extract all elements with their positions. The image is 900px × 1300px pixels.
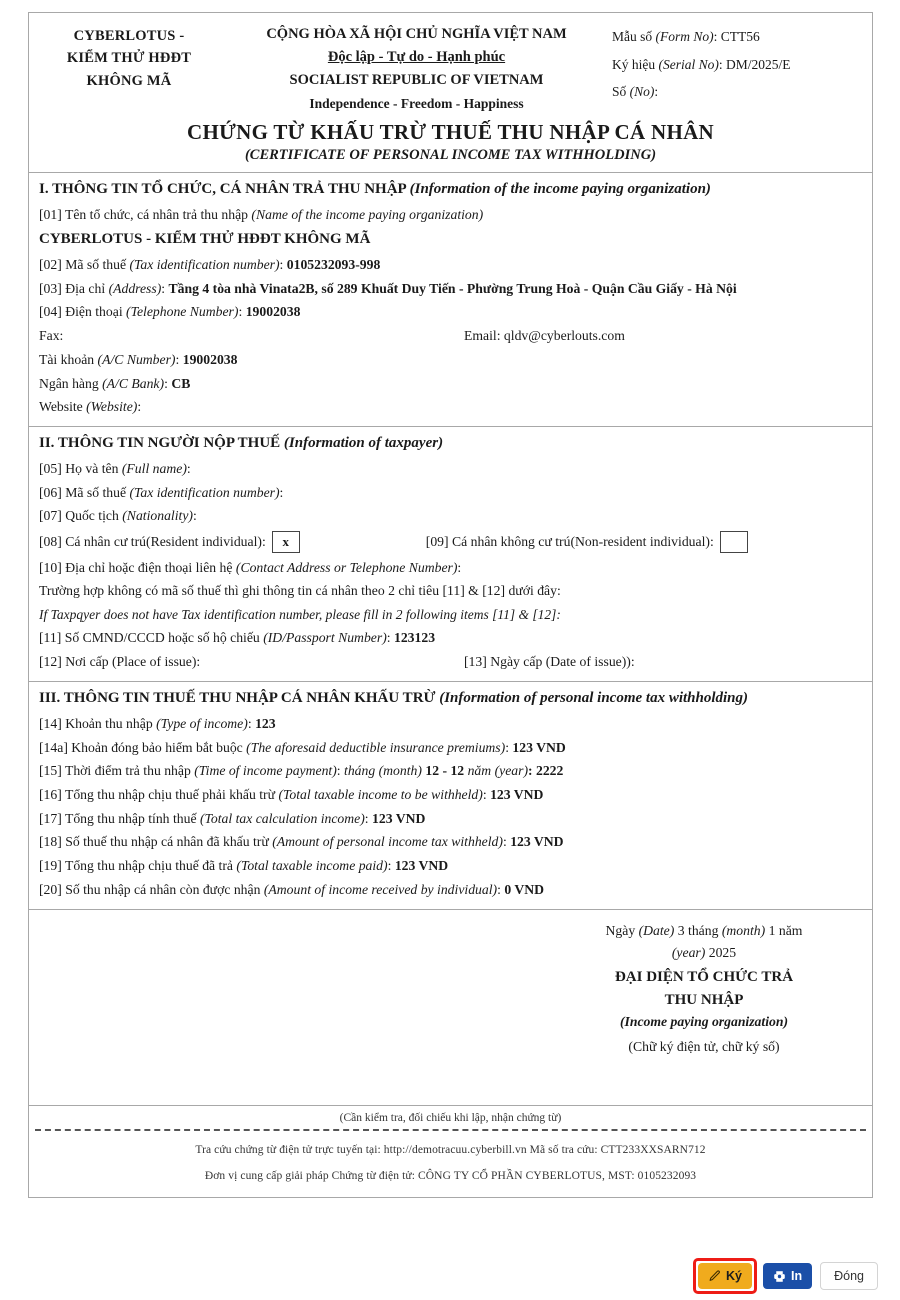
signer-org-en: (Income paying organization) (619, 1014, 789, 1030)
section-2-band (29, 427, 872, 682)
field-07-row (39, 504, 862, 528)
section-3-heading (39, 688, 862, 709)
field-12-row (39, 650, 464, 674)
field-02-row (39, 253, 862, 277)
field-13-label-en: (Date of issue) (545, 654, 627, 670)
field-17-label-en: (Total tax calculation income) (199, 810, 365, 826)
field-17-label-vi: [17] Tổng thu nhập tính thuế (39, 810, 200, 826)
document-number-row (612, 78, 872, 106)
document-title-block (29, 118, 872, 172)
field-07-label-vi: [07] Quốc tịch (39, 508, 123, 524)
account-value: 19002038 (182, 351, 238, 367)
field-14a-row (39, 736, 862, 760)
field-14-row (39, 712, 862, 736)
issuer-name-line-3: KHÔNG MÃ (86, 72, 172, 89)
account-label-vi: Tài khoản (39, 351, 98, 367)
account-number-row (39, 348, 862, 372)
fax-label: Fax: (39, 328, 64, 344)
section-1-heading-vi: I. THÔNG TIN TỔ CHỨC, CÁ NHÂN TRẢ THU NHẬP (39, 181, 410, 198)
national-motto-vi: Độc lập - Tự do - Hạnh phúc (327, 49, 506, 66)
field-15-month-label: tháng (month) (344, 763, 422, 779)
form-number-label-vi: Mẫu số (612, 29, 656, 44)
field-03-row (39, 277, 862, 301)
field-16-row (39, 783, 862, 807)
field-14-label-vi: [14] Khoản thu nhập (39, 715, 157, 731)
field-09-label-en: (Non-resident individual) (570, 534, 710, 550)
field-02-label-en: (Tax identification number) (129, 256, 280, 272)
field-11-value: 123123 (393, 630, 436, 646)
form-number-row (612, 23, 872, 51)
field-14-sep: : (247, 715, 256, 731)
section-2-heading (39, 433, 862, 454)
field-16-label-vi: [16] Tổng thu nhập chịu thuế phải khấu trừ (39, 786, 279, 802)
field-15-year-value: : 2222 (528, 763, 564, 779)
field-10-row (39, 556, 862, 580)
field-17-value: 123 VND (372, 810, 426, 826)
field-11-row (39, 626, 862, 650)
field-07-sep: : (192, 508, 197, 524)
date-month-value: 1 năm (765, 922, 803, 938)
bank-label-vi: Ngân hàng (39, 375, 103, 391)
field-04-row (39, 300, 862, 324)
field-02-sep: : (279, 256, 287, 272)
field-14-label-en: (Type of income) (156, 715, 248, 731)
form-number-value: : CTT56 (713, 29, 760, 44)
section-1-heading-en: (Information of the income paying organization) (409, 181, 711, 198)
field-09-label-vi: [09] Cá nhân không cư trú (425, 534, 571, 550)
field-18-value: 123 VND (510, 834, 564, 850)
national-heading-en: SOCIALIST REPUBLIC OF VIETNAM (289, 72, 544, 89)
issue-place-date-row (39, 650, 862, 674)
field-03-sep: : (161, 280, 169, 296)
printer-icon (773, 1270, 786, 1283)
field-16-label-en: (Total taxable income to be withheld) (278, 786, 483, 802)
field-20-sep: : (497, 881, 505, 897)
signature-date-line (554, 920, 854, 942)
field-01-value: CYBERLOTUS - KIỂM THỬ HĐĐT KHÔNG MÃ (39, 231, 371, 248)
field-05-label-en: (Full name) (121, 460, 187, 476)
field-13-row (464, 650, 862, 674)
date-year-value: 2025 (705, 944, 737, 960)
field-11-sep: : (386, 630, 394, 646)
field-03-label-en: (Address) (108, 280, 162, 296)
dashed-divider (35, 1129, 866, 1131)
section-1-heading (39, 179, 862, 200)
field-15-year-label: năm (year) (467, 763, 529, 779)
date-day-value: 3 tháng (674, 922, 722, 938)
document-number-label-en: (No) (629, 84, 655, 100)
field-10-label-vi: [10] Địa chỉ hoặc điện thoại liên hệ (39, 559, 236, 575)
account-sep: : (175, 351, 183, 367)
field-18-label-vi: [18] Số thuế thu nhập cá nhân đã khấu trừ (39, 834, 273, 850)
field-20-label-en: (Amount of income received by individual) (263, 881, 498, 897)
national-heading-vi: CỘNG HÒA XÃ HỘI CHỦ NGHĨA VIỆT NAM (266, 26, 567, 42)
field-14-value: 123 (255, 715, 276, 731)
sign-button-highlight (693, 1258, 757, 1294)
action-toolbar (0, 1252, 900, 1300)
page-subtitle: (CERTIFICATE OF PERSONAL INCOME TAX WITHHOLDING) (244, 147, 657, 164)
field-16-value: 123 VND (490, 786, 544, 802)
fax-email-row (39, 324, 862, 348)
field-06-row (39, 481, 862, 505)
page-title: CHỨNG TỪ KHẤU TRỪ THUẾ THU NHẬP CÁ NHÂN (186, 120, 715, 145)
sign-button-label: Ký (726, 1269, 742, 1283)
no-tin-note-en: If Taxpqyer does not have Tax identification number, please fill in 2 following items [11] & [12]: (39, 607, 561, 623)
pencil-icon (708, 1270, 721, 1283)
issuer-name-line-2: KIỂM THỬ HĐĐT (66, 50, 192, 67)
field-20-label-vi: [20] Số thu nhập cá nhân còn được nhận (39, 881, 264, 897)
field-18-sep: : (502, 834, 511, 850)
national-heading-block (229, 23, 604, 114)
document-number-value: : (654, 84, 659, 100)
section-3-band (29, 682, 872, 910)
provider-info: Đơn vị cung cấp giải pháp Chứng từ điện tử: CÔNG TY CỔ PHẦN CYBERLOTUS, MST: 0105232093 (204, 1169, 697, 1182)
sign-button[interactable] (698, 1263, 752, 1289)
website-label-en: (Website) (86, 399, 138, 415)
email-row (464, 324, 862, 348)
issuer-name-line-1: CYBERLOTUS - (73, 28, 185, 44)
field-11-label-vi: [11] Số CMND/CCCD hoặc số hộ chiếu (39, 630, 264, 646)
print-button[interactable] (763, 1263, 812, 1289)
field-19-sep: : (387, 858, 395, 874)
field-12-sep: : (196, 654, 201, 670)
field-02-value: 0105232093-998 (286, 256, 381, 272)
section-2-heading-en: (Information of taxpayer) (283, 434, 444, 451)
section-3-heading-vi: III. THÔNG TIN THUẾ THU NHẬP CÁ NHÂN KHẤU TRỪ (39, 689, 440, 706)
field-15-row (39, 759, 862, 783)
field-20-row (39, 878, 862, 902)
field-04-sep: : (238, 304, 246, 320)
serial-label-en: (Serial No) (658, 56, 719, 72)
lookup-info: Tra cứu chứng từ điện tử trực tuyến tại: http://demotracuu.cyberbill.vn Mã số tra cứu: CTT233XXSARN712 (195, 1143, 706, 1156)
section-3-heading-en: (Information of personal income tax withholding) (439, 689, 749, 706)
form-number-label-en: (Form No) (655, 29, 714, 44)
field-18-label-en: (Amount of personal income tax withheld) (272, 834, 503, 850)
field-19-row (39, 854, 862, 878)
section-2-taxpayer-info (29, 427, 872, 681)
section-1-band (29, 173, 872, 427)
field-16-sep: : (482, 786, 491, 802)
field-04-label-vi: [04] Điện thoại (39, 304, 127, 320)
field-08-label-en: (Resident individual) (146, 534, 262, 550)
field-03-label-vi: [03] Địa chỉ (39, 280, 109, 296)
certificate-document (28, 12, 873, 1198)
field-17-sep: : (364, 810, 373, 826)
field-06-label-en: (Tax identification number) (129, 484, 280, 500)
bank-label-en: (A/C Bank) (102, 375, 165, 391)
year-label-en: (year) (671, 944, 706, 960)
field-01-value-row (39, 227, 862, 253)
field-14a-label-en: (The aforesaid deductible insurance premiums) (246, 739, 506, 755)
document-number-label-vi: Số (612, 84, 630, 100)
section-1-payer-info (29, 173, 872, 426)
print-button-label: In (791, 1269, 803, 1283)
issuer-name-block (29, 23, 229, 92)
field-20-value: 0 VND (504, 881, 545, 897)
bank-sep: : (164, 375, 172, 391)
field-17-row (39, 807, 862, 831)
field-15-label-vi: [15] Thời điểm trả thu nhập (39, 763, 195, 779)
serial-label-vi: Ký hiệu (612, 56, 659, 72)
document-header (29, 13, 872, 118)
bank-row (39, 372, 862, 396)
signature-block (554, 920, 854, 1058)
field-19-label-vi: [19] Tổng thu nhập chịu thuế đã trả (39, 858, 237, 874)
close-button[interactable] (820, 1262, 878, 1290)
website-row (39, 395, 862, 419)
no-tin-note-vi: Trường hợp không có mã số thuế thì ghi thông tin cá nhân theo 2 chỉ tiêu [11] & [12] dưới đây: (39, 583, 561, 599)
field-15-label-en: (Time of income payment) (194, 763, 337, 779)
field-12-label-en: (Place of issue) (112, 654, 197, 670)
field-01-label-vi: [01] Tên tổ chức, cá nhân trả thu nhập (39, 207, 252, 223)
field-04-label-en: (Telephone Number) (126, 304, 239, 320)
field-14a-label-vi: [14a] Khoản đóng bảo hiểm bắt buộc (39, 739, 247, 755)
field-15-month-value: 12 - 12 (421, 763, 468, 779)
field-19-value: 123 VND (394, 858, 449, 874)
field-01-label-en: (Name of the income paying organization) (251, 207, 484, 223)
field-01-label (39, 203, 862, 227)
email-value: qldv@cyberlouts.com (503, 328, 625, 344)
email-label: Email: (464, 328, 504, 344)
serial-value: : DM/2025/E (718, 56, 791, 72)
field-07-label-en: (Nationality) (122, 508, 193, 524)
close-button-label: Đóng (834, 1269, 864, 1283)
field-13-label-vi: [13] Ngày cấp (464, 654, 546, 670)
signer-org-line-1: ĐẠI DIỆN TỔ CHỨC TRẢ (614, 968, 794, 985)
field-10-label-en: (Contact Address or Telephone Number) (235, 559, 458, 575)
national-motto-en: Independence - Freedom - Happiness (309, 95, 524, 111)
digital-signature-note: (Chữ ký điện tử, chữ ký số) (628, 1038, 780, 1054)
website-sep: : (137, 399, 142, 415)
field-06-label-vi: [06] Mã số thuế (39, 484, 130, 500)
field-05-row (39, 457, 862, 481)
field-05-label-vi: [05] Họ và tên (39, 460, 122, 476)
field-06-sep: : (279, 484, 284, 500)
field-13-sep: ): (626, 654, 635, 670)
section-3-withholding-info (29, 682, 872, 909)
date-label-en: (Date) (638, 922, 675, 938)
field-15-sep: : (336, 763, 345, 779)
signature-band (29, 910, 872, 1106)
field-08-sep: : (261, 534, 266, 550)
field-14a-value: 123 VND (512, 739, 566, 755)
field-04-value: 19002038 (245, 304, 301, 320)
footer-band (29, 1106, 872, 1198)
account-label-en: (A/C Number) (97, 351, 176, 367)
website-label-vi: Website (39, 399, 87, 415)
signer-org-line-2: THU NHẬP (664, 992, 744, 1009)
resident-checkbox[interactable]: x (272, 531, 300, 553)
field-08-label-vi: [08] Cá nhân cư trú (39, 534, 147, 550)
section-2-heading-vi: II. THÔNG TIN NGƯỜI NỘP THUẾ (39, 434, 284, 451)
residency-row (39, 530, 862, 554)
field-12-label-vi: [12] Nơi cấp (39, 654, 112, 670)
non-resident-checkbox[interactable] (720, 531, 748, 553)
date-prefix: Ngày (605, 922, 639, 938)
field-14a-sep: : (505, 739, 513, 755)
document-header-band (29, 13, 872, 173)
field-05-sep: : (186, 460, 191, 476)
field-18-row (39, 830, 862, 854)
form-meta-block (604, 23, 872, 106)
field-19-label-en: (Total taxable income paid) (236, 858, 388, 874)
field-09-sep: : (709, 534, 714, 550)
bank-value: CB (171, 375, 191, 391)
signature-year-line (554, 942, 854, 964)
field-03-value: Tầng 4 tòa nhà Vinata2B, số 289 Khuất Duy Tiến - Phường Trung Hoà - Quận Cầu Giấy - Hà Nội (168, 280, 737, 296)
field-11-label-en: (ID/Passport Number) (263, 630, 387, 646)
serial-number-row (612, 51, 872, 79)
month-label-en: (month) (721, 922, 766, 938)
field-02-label-vi: [02] Mã số thuế (39, 256, 130, 272)
verify-note: (Cần kiểm tra, đối chiếu khi lập, nhận chứng từ) (339, 1111, 562, 1124)
field-10-sep: : (457, 559, 462, 575)
